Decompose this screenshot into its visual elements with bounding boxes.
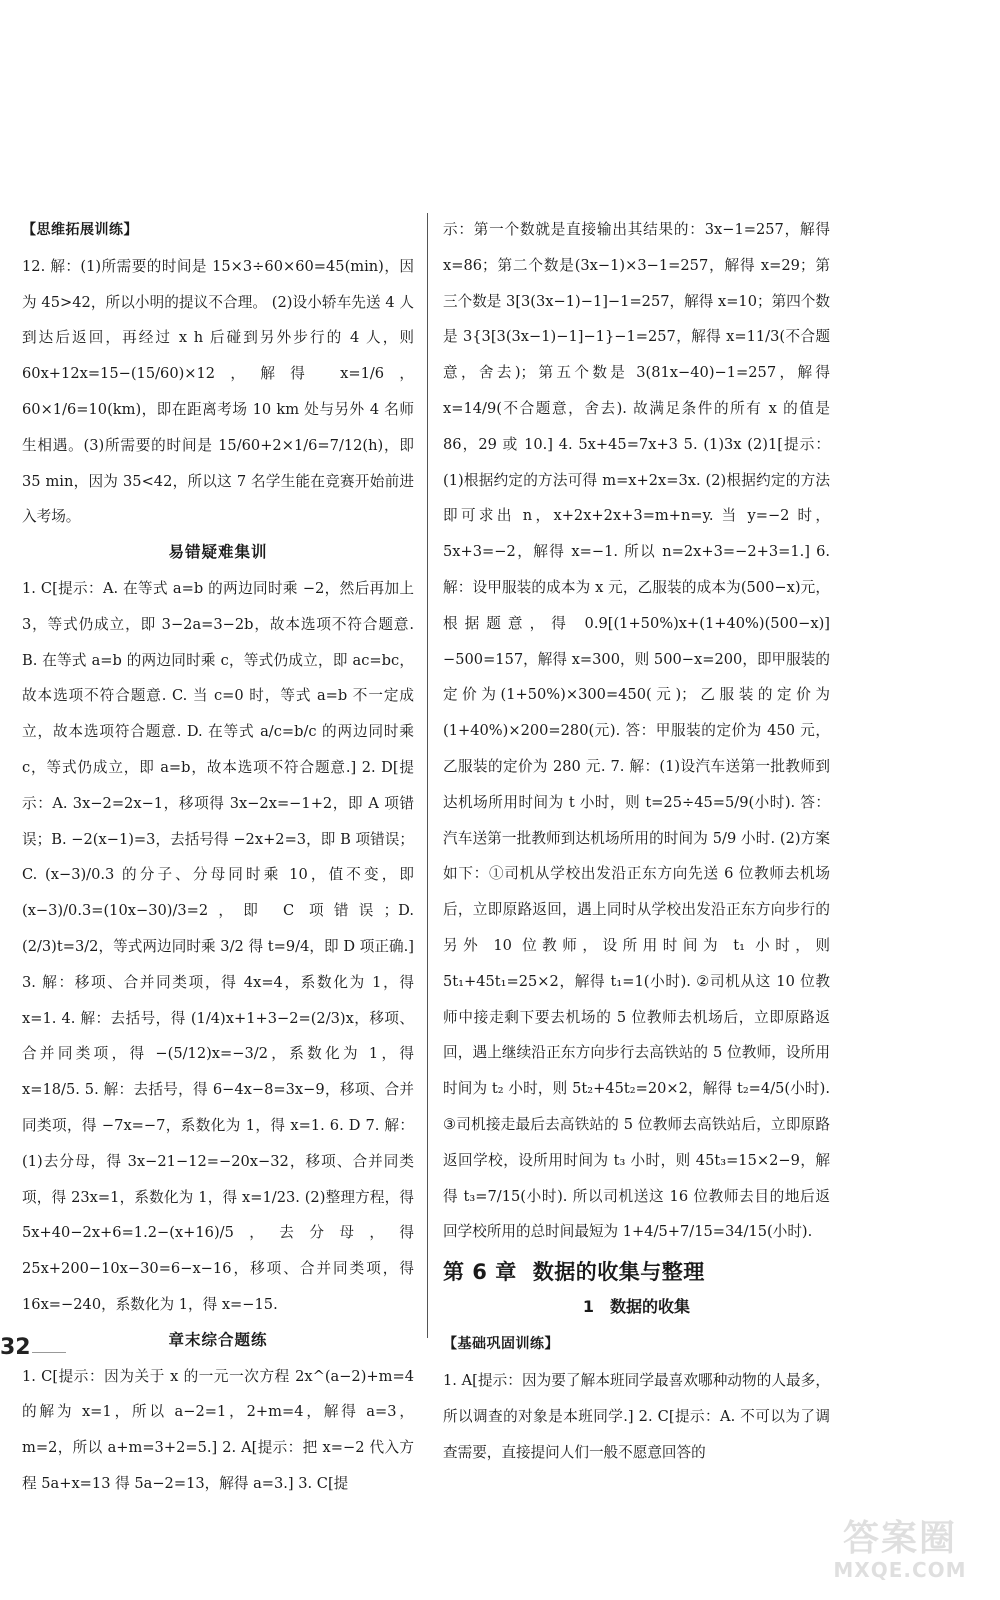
watermark-logo [810, 1510, 990, 1590]
chapter-label: 第 6 章 [443, 1260, 517, 1285]
answers-review-continued: 示：第一个数就是直接输出其结果的：3x−1=257，解得 x=86；第二个数是(3x−1)×3−1=257，解得 x=29；第三个数是 3[3(3x−1)−1]−1=257，解得 x=10；第四个数是 3{3[3(3x−1)−1]−1}−1=257，解得 x=11/3(不合题意，舍去)；第五个数是 3(81x−40)−1=257，解得 x=14/9(不合题意，舍去). 故满足条件的所有 x 的值是 86，29 或 10.] 4. 5x+45=7x+3 5. (1)3x (2)1[提示：(1)根据约定的方法可得 m=x+2x=3x. (2)根据约定的方法即可求出 n，x+2x+2x+3=m+n=y. 当 y=−2 时，5x+3=−2，解得 x=−1. 所以 n=2x+3=−2+3=1.] 6. 解：设甲服装的成本为 x 元，乙服装的成本为(500−x)元，根据题意，得 0.9[(1+50%)x+(1+40%)(500−x)]−500=157，解得 x=300，则 500−x=200，即甲服装的定价为(1+50%)×300=450(元)；乙服装的定价为(1+40%)×200=280(元). 答：甲服装的定价为 450 元，乙服装的定价为 280 元. 7. 解：(1)设汽车送第一批教师到达机场所用时间为 t 小时，则 t=25÷45=5/9(小时). 答：汽车送第一批教师到达机场所用的时间为 5/9 小时. (2)方案如下：①司机从学校出发沿正东方向先送 6 位教师去机场后，立即原路返回，遇上同时从学校出发沿正东方向步行的另外 10 位教师，设所用时间为 t₁ 小时，则 5t₁+45t₁=25×2，解得 t₁=1(小时). ②司机从这 10 位教师中接走剩下要去机场的 5 位教师去机场后，立即原路返回，遇上继续沿正东方向步行去高铁站的 5 位教师，设所用时间为 t₂ 小时，则 5t₂+45t₂=20×2，解得 t₂=4/5(小时). ③司机接走最后去高铁站的 5 位教师去高铁站后，立即原路返回学校，设所用时间为 t₃ 小时，则 45t₃=15×2−9，解得 t₃=7/15(小时). 所以司机送这 16 位教师去目的地后返回学校所用的总时间最短为 1+4/5+7/15=34/15(小时). [443, 221, 830, 1241]
chapter-title [443, 1252, 830, 1292]
answers-errors: 1. C[提示：A. 在等式 a=b 的两边同时乘 −2，然后再加上 3，等式仍成立，即 3−2a=3−2b，故本选项不符合题意. B. 在等式 a=b 的两边同时乘 c，等式仍成立，即 ac=bc，故本选项不符合题意. C. 当 c=0 时，等式 a=b 不一定成立，故本选项符合题意. D. 在等式 a/c=b/c 的两边同时乘 c，等式仍成立，即 a=b，故本选项不符合题意.] 2. D[提示：A. 3x−2=2x−1，移项得 3x−2x=−1+2，即 A 项错误；B. −2(x−1)=3，去括号得 −2x+2=3，即 B 项错误；C. (x−3)/0.3 的分子、分母同时乘 10，值不变，即 (x−3)/0.3=(10x−30)/3=2，即 C 项错误；D. (2/3)t=3/2，等式两边同时乘 3/2 得 t=9/4，即 D 项正确.] 3. 解：移项、合并同类项，得 4x=4，系数化为 1，得 x=1. 4. 解：去括号，得 (1/4)x+1+3−2=(2/3)x，移项、合并同类项，得 −(5/12)x=−3/2，系数化为 1，得 x=18/5. 5. 解：去括号，得 6−4x−8=3x−9，移项、合并同类项，得 −7x=−7，系数化为 1，得 x=1. 6. D 7. 解：(1)去分母，得 3x−21−12=−20x−32，移项、合并同类项，得 23x=1，系数化为 1，得 x=1/23. (2)整理方程，得 5x+40−2x+6=1.2−(x+16)/5，去分母，得 25x+200−10x−30=6−x−16，移项、合并同类项，得 16x=−240，系数化为 1，得 x=−15. [22, 579, 414, 1313]
heading-errors: 易错疑难集训 [168, 543, 268, 562]
right-column [443, 212, 830, 1470]
watermark-site: MXQE.COM [833, 1558, 967, 1582]
heading-review: 章末综合题练 [168, 1330, 268, 1349]
footer-rule [32, 1352, 66, 1353]
page-number: 32 [0, 1335, 31, 1360]
answer-12: 12. 解：(1)所需要的时间是 15×3÷60×60=45(min)，因为 45>42，所以小明的提议不合理。 (2)设小轿车先送 4 人到达后返回，再经过 x h 后碰到另外步行的 4 人，则 60x+12x=15−(15/60)×12，解得 x=1/6，60×1/6=10(km)，即在距离考场 10 km 处与另外 4 名师生相遇。(3)所需要的时间是 15/60+2×1/6=7/12(h)，即 35 min，因为 35<42，所以这 7 名学生能在竞赛开始前进入考场。 [22, 257, 414, 526]
section-title: 1 数据的收集 [582, 1297, 691, 1317]
left-column [22, 212, 414, 1502]
chapter-name: 数据的收集与整理 [532, 1260, 705, 1285]
column-divider [427, 213, 428, 1338]
answers-basic: 1. A[提示：因为要了解本班同学最喜欢哪种动物的人最多，所以调查的对象是本班同学.] 2. C[提示：A. 不可以为了调查需要，直接提问人们一般不愿意回答的 [443, 1371, 830, 1461]
section-tag-thinking: 【思维拓展训练】 [22, 222, 138, 238]
section-tag-basic: 【基础巩固训练】 [443, 1336, 559, 1353]
answers-review: 1. C[提示：因为关于 x 的一元一次方程 2x^(a−2)+m=4 的解为 x=1，所以 a−2=1，2+m=4，解得 a=3，m=2，所以 a+m=3+2=5.] 2. A[提示：把 x=−2 代入方程 5a+x=13 得 5a−2=13，解得 a=3.] 3. C[提 [22, 1367, 414, 1492]
watermark-logo-text: 答案圈 [842, 1518, 957, 1559]
